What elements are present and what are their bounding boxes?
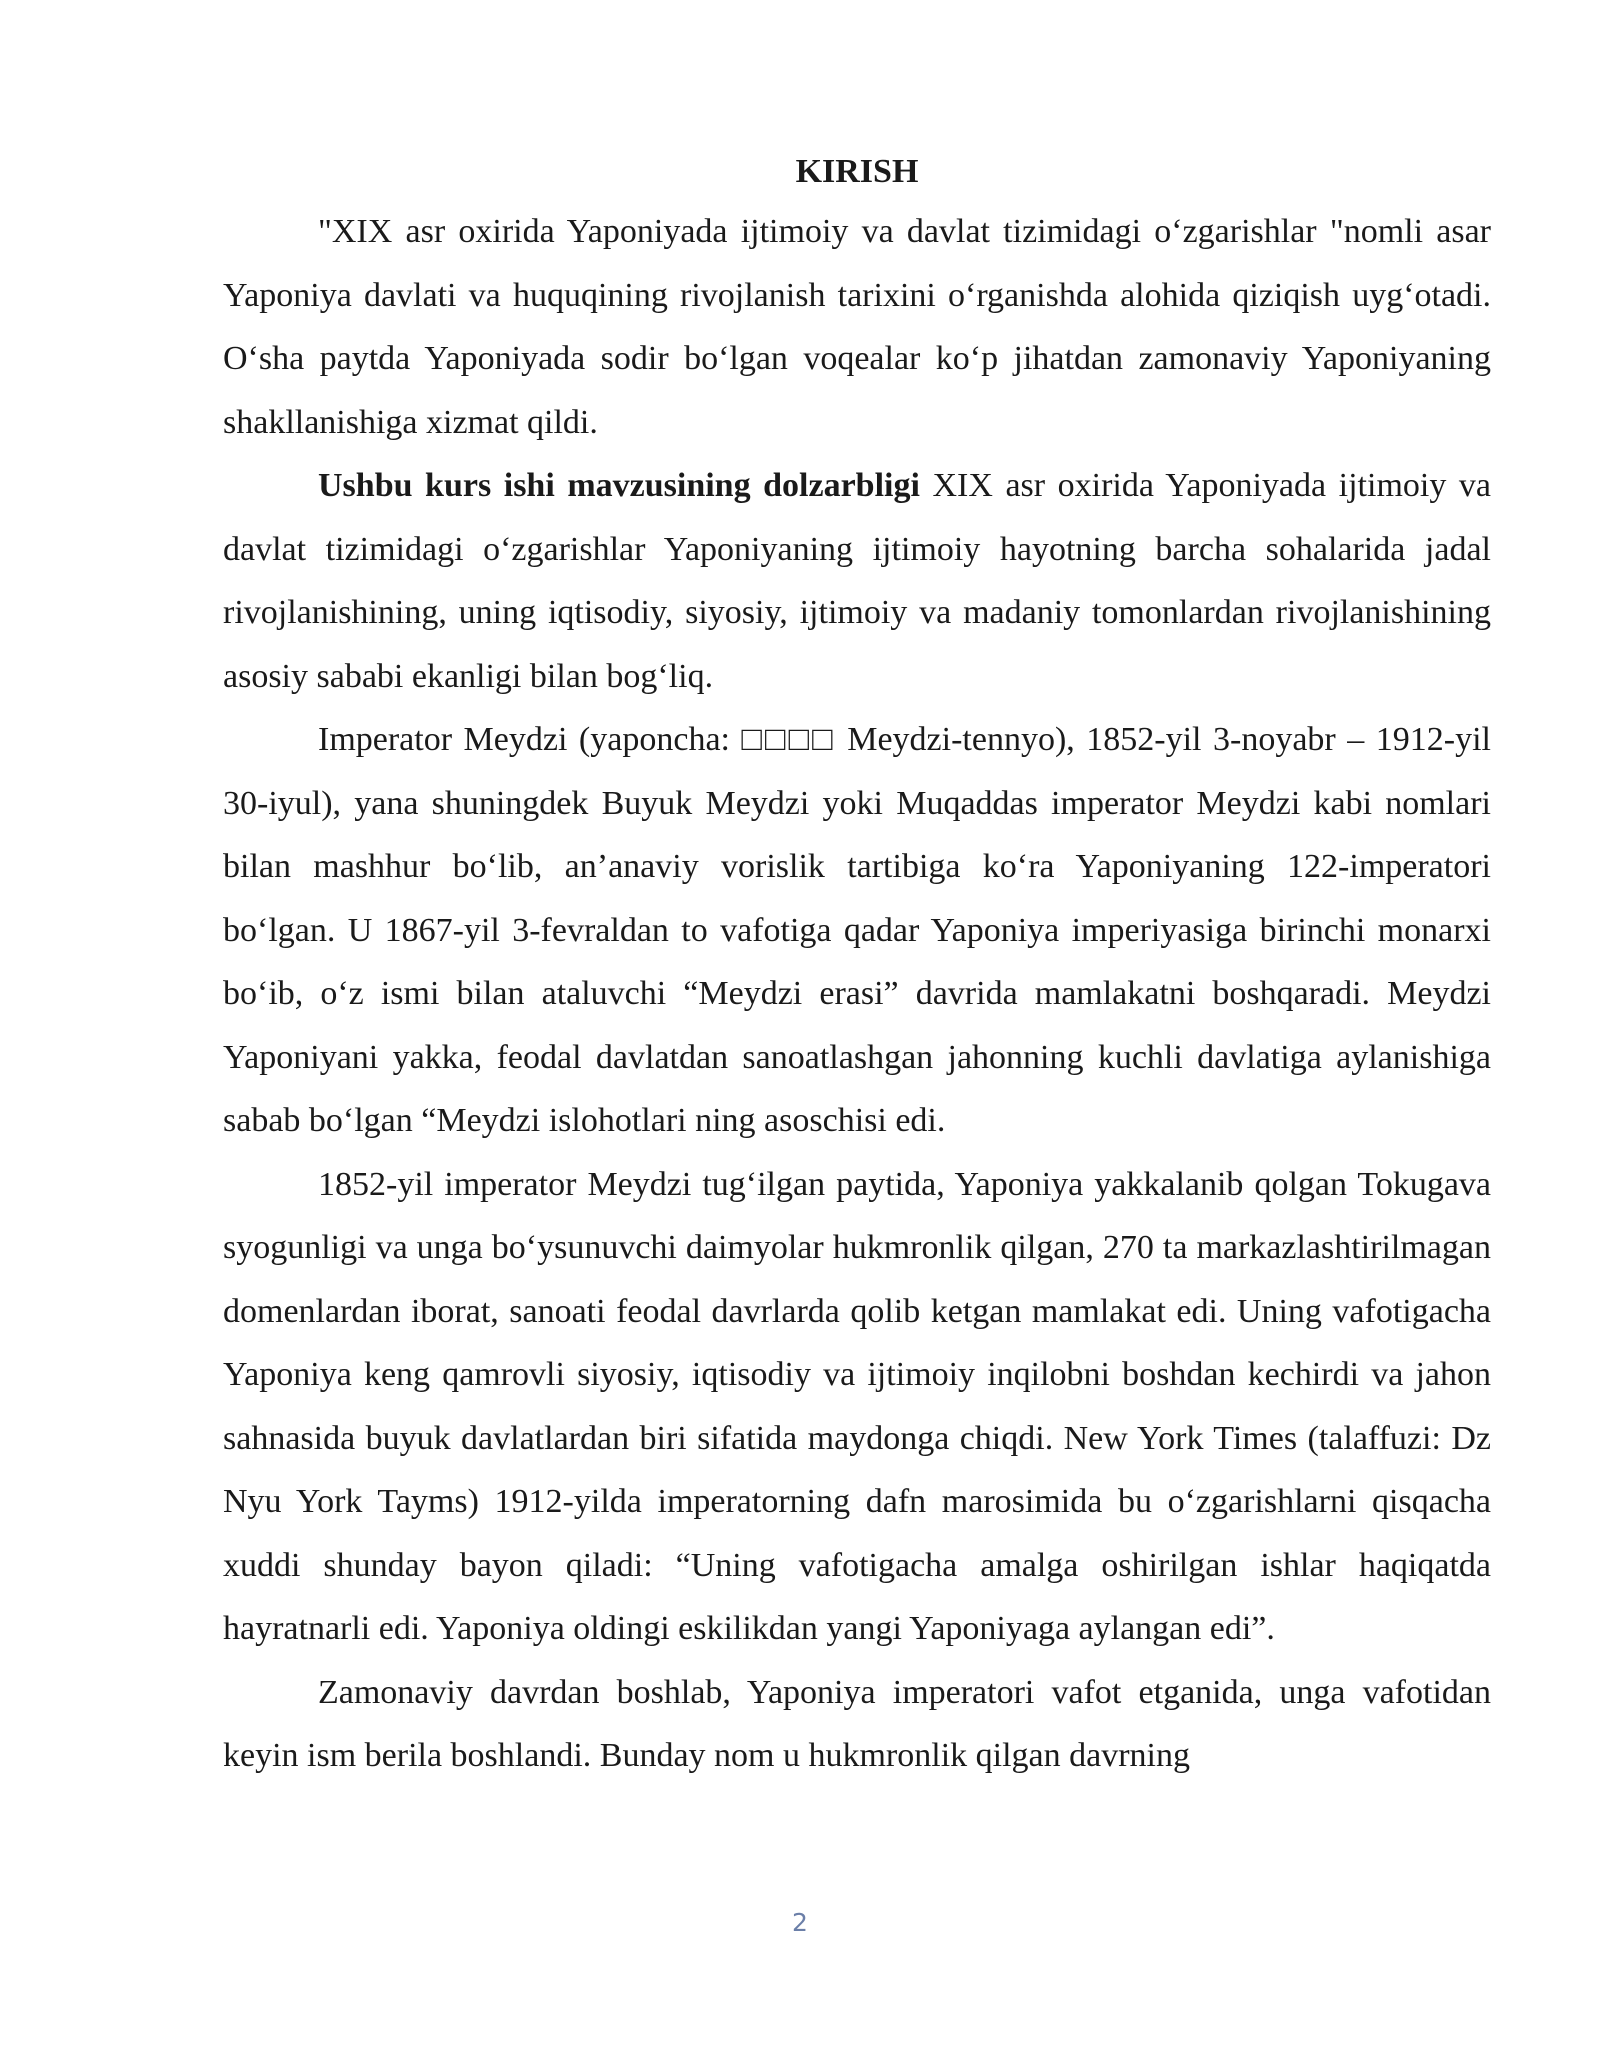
paragraph-emperor-meiji [223, 708, 1491, 1153]
paragraph-text: Imperator Meydzi (yaponcha: □□□□ Meydzi-tennyo), 1852-yil 3-noyabr – 1912-yil 30-iyul), yana shuningdek Buyuk Meydzi yoki Muqaddas imperator Meydzi kabi nomlari bilan mashhur boʻlib, an’anaviy vorislik tartibiga koʻra Yaponiyaning 122-imperatori boʻlgan. U 1867-yil 3-fevraldan to vafotiga qadar Yaponiya imperiyasiga birinchi monarxi boʻib, oʻz ismi bilan ataluvchi “Meydzi erasi” davrida mamlakatni boshqaradi. Meydzi Yaponiyani yakka, feodal davlatdan sanoatlashgan jahonning kuchli davlatiga aylanishiga sabab boʻlgan “Meydzi islohotlari ning asoschisi edi. [223, 721, 1491, 1139]
paragraph-text: 1852-yil imperator Meydzi tugʻilgan paytida, Yaponiya yakkalanib qolgan Tokugava syogunligi va unga boʻysunuvchi daimyolar hukmronlik qilgan, 270 ta markazlashtirilmagan domenlardan iborat, sanoati feodal davrlarda qolib ketgan mamlakat edi. Uning vafotigacha Yaponiya keng qamrovli siyosiy, iqtisodiy va ijtimoiy inqilobni boshdan kechirdi va jahon sahnasida buyuk davlatlardan biri sifatida maydonga chiqdi. New York Times (talaffuzi: Dz Nyu York Tayms) 1912-yilda imperatorning dafn marosimida bu oʻzgarishlarni qisqacha xuddi shunday bayon qiladi: “Uning vafotigacha amalga oshirilgan ishlar haqiqatda hayratnarli edi. Yaponiya oldingi eskilikdan yangi Yaponiyaga aylangan edi”. [223, 1165, 1491, 1647]
page-number: 2 [792, 1908, 808, 1937]
paragraph-text: Zamonaviy davrdan boshlab, Yaponiya imperatori vafot etganida, unga vafotidan keyin ism berila boshlandi. Bunday nom u hukmronlik qilgan davrning [223, 1673, 1491, 1774]
paragraph-text: XIX asr oxirida Yaponiyada ijtimoiy va davlat tizimidagi oʻzgarishlar Yaponiyaning ijtimoiy hayotning barcha sohalarida jadal rivojlanishining, uning iqtisodiy, siyosiy, ijtimoiy va madaniy tomonlardan rivojlanishining asosiy sababi ekanligi bilan bogʻliq. [223, 467, 1491, 695]
paragraph-posthumous-name [223, 1661, 1491, 1788]
page-body [223, 144, 1491, 1788]
paragraph-intro [223, 200, 1491, 454]
paragraph-birth-era [223, 1153, 1491, 1661]
paragraph-text: "XIX asr oxirida Yaponiyada ijtimoiy va davlat tizimidagi oʻzgarishlar "nomli asar Yaponiya davlati va huquqining rivojlanish tarixini oʻrganishda alohida qiziqish uygʻotadi. Oʻsha paytda Yaponiyada sodir boʻlgan voqealar koʻp jihatdan zamonaviy Yaponiyaning shakllanishiga xizmat qildi. [223, 213, 1491, 441]
paragraph-bold-lead: Ushbu kurs ishi mavzusining dolzarbligi [318, 467, 920, 504]
paragraph-relevance [223, 454, 1491, 708]
section-heading: KIRISH [795, 153, 919, 190]
